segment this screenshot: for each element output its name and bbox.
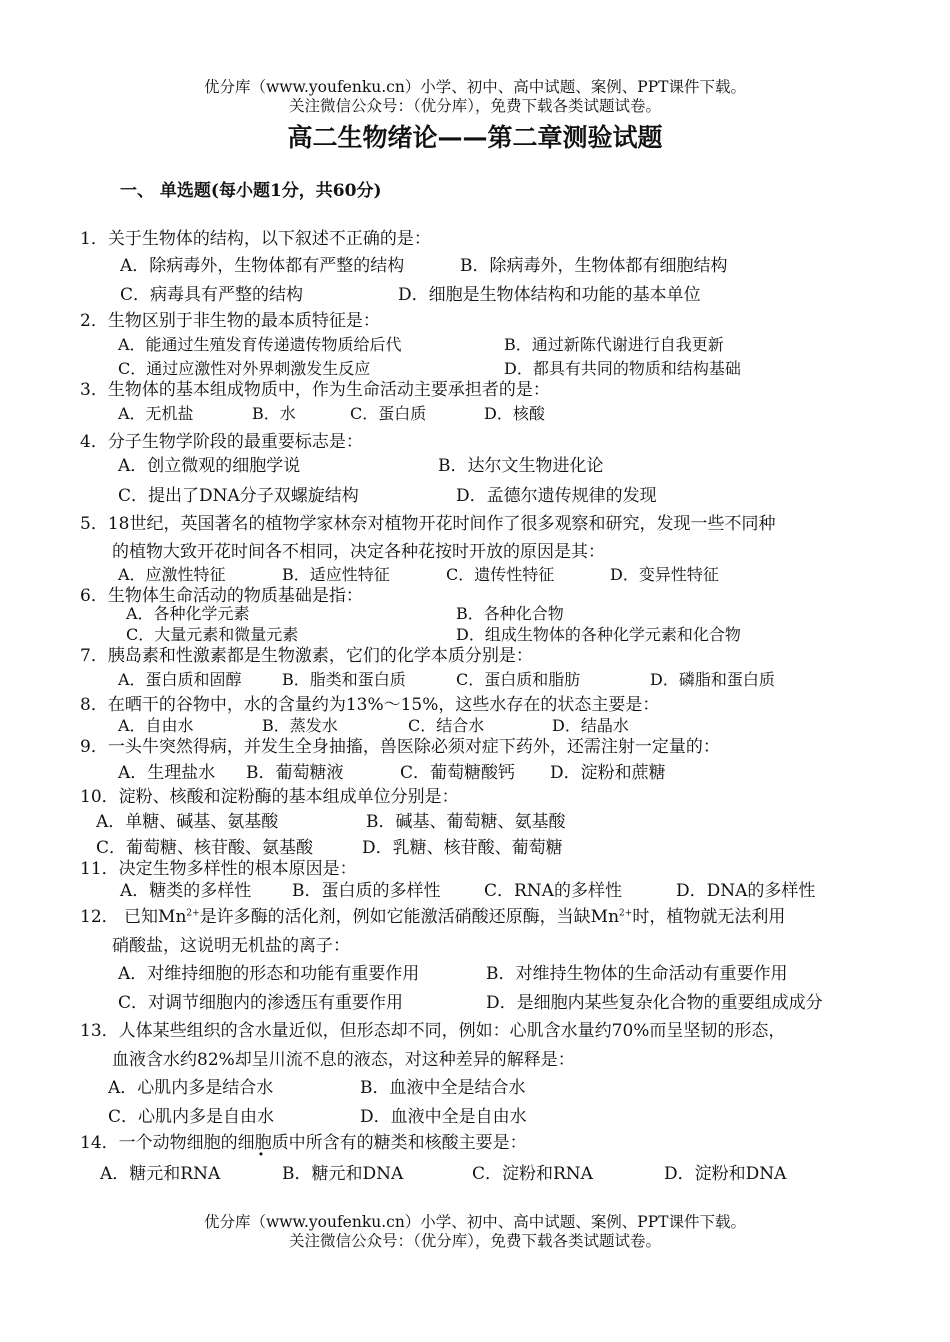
question-12-superscript-2: 2+ xyxy=(619,908,633,919)
question-5-option-b: B．适应性特征 xyxy=(282,565,390,584)
question-14-emphasized-term: 细胞质 xyxy=(237,1133,289,1153)
question-11-option-b: B．蛋白质的多样性 xyxy=(292,881,441,901)
question-12-stem-line-2: 硝酸盐，这说明无机盐的离子： xyxy=(112,936,350,956)
question-9-option-d: D．淀粉和蔗糖 xyxy=(550,763,666,783)
question-10-option-b: B．碱基、葡萄糖、氨基酸 xyxy=(366,812,566,832)
question-2-option-b: B．通过新陈代谢进行自我更新 xyxy=(504,335,724,354)
question-12-stem-line-1 xyxy=(80,902,785,927)
question-2-option-d: D．都具有共同的物质和结构基础 xyxy=(504,359,741,378)
question-6-option-b: B．各种化合物 xyxy=(456,604,564,623)
question-6-option-d: D．组成生物体的各种化学元素和化合物 xyxy=(456,625,741,644)
footer-line-2: 关注微信公众号：（优分库），免费下载各类试题试卷。 xyxy=(288,1232,661,1250)
question-5-option-a: A．应激性特征 xyxy=(118,565,226,584)
question-12-option-c: C．对调节细胞内的渗透压有重要作用 xyxy=(118,993,404,1013)
question-10-option-d: D．乳糖、核苷酸、葡萄糖 xyxy=(362,838,563,858)
question-3-option-b: B．水 xyxy=(252,404,296,423)
question-12-stem-part-2: 是许多酶的活化剂，例如它能激活硝酸还原酶，当缺Mn xyxy=(199,907,620,927)
question-6-stem: 6．生物体生命活动的物质基础是指： xyxy=(80,586,363,606)
question-5-option-c: C．遗传性特征 xyxy=(446,565,555,584)
question-14-stem-part-2: 中所含有的糖类和核酸主要是： xyxy=(288,1133,527,1153)
question-7-option-d: D．磷脂和蛋白质 xyxy=(650,670,775,689)
question-10-option-c: C．葡萄糖、核苷酸、氨基酸 xyxy=(96,838,314,858)
question-12-option-a: A．对维持细胞的形态和功能有重要作用 xyxy=(118,964,420,984)
question-3-stem: 3．生物体的基本组成物质中，作为生命活动主要承担者的是： xyxy=(80,380,550,400)
question-5-stem-line-1: 5．18世纪，英国著名的植物学家林奈对植物开花时间作了很多观察和研究，发现一些不同种 xyxy=(80,514,776,534)
question-3-option-d: D．核酸 xyxy=(484,404,545,423)
question-13-option-d: D．血液中全是自由水 xyxy=(360,1107,527,1127)
question-8-option-a: A．自由水 xyxy=(118,716,194,735)
question-13-option-b: B．血液中全是结合水 xyxy=(360,1078,526,1098)
question-12-option-d: D．是细胞内某些复杂化合物的重要组成成分 xyxy=(486,993,823,1013)
question-14-stem-part-1: 14．一个动物细胞的 xyxy=(80,1133,238,1153)
question-6-option-a: A．各种化学元素 xyxy=(126,604,250,623)
question-10-stem: 10．淀粉、核酸和淀粉酶的基本组成单位分别是： xyxy=(80,787,459,807)
question-3-option-c: C．蛋白质 xyxy=(350,404,427,423)
question-5-stem-line-2: 的植物大致开花时间各不相同，决定各种花按时开放的原因是其： xyxy=(112,542,605,562)
question-13-option-c: C．心肌内多是自由水 xyxy=(108,1107,275,1127)
question-2-stem: 2．生物区别于非生物的最本质特征是： xyxy=(80,311,380,331)
question-11-option-c: C．RNA的多样性 xyxy=(484,881,622,901)
question-9-option-b: B．葡萄糖液 xyxy=(246,763,344,783)
question-4-stem: 4．分子生物学阶段的最重要标志是： xyxy=(80,432,363,452)
question-6-option-c: C．大量元素和微量元素 xyxy=(126,625,299,644)
question-9-option-a: A．生理盐水 xyxy=(118,763,216,783)
question-2-option-a: A．能通过生殖发育传递遗传物质给后代 xyxy=(118,335,402,354)
question-5-option-d: D．变异性特征 xyxy=(610,565,719,584)
question-1-option-d: D．细胞是生物体结构和功能的基本单位 xyxy=(398,285,701,305)
question-9-stem: 9．一头牛突然得病，并发生全身抽搐，兽医除必须对症下药外，还需注射一定量的： xyxy=(80,737,720,757)
question-14-option-d: D．淀粉和DNA xyxy=(664,1164,787,1184)
section-heading: 一、 单选题(每小题1分，共60分) xyxy=(120,181,382,201)
question-14-option-b: B．糖元和DNA xyxy=(282,1164,404,1184)
question-1-option-c: C．病毒具有严整的结构 xyxy=(120,285,304,305)
page-title: 高二生物绪论——第二章测验试题 xyxy=(287,123,663,152)
header-line-1: 优分库（www.youfenku.cn）小学、初中、高中试题、案例、PPT课件下载。 xyxy=(203,78,747,96)
header-line-2: 关注微信公众号：（优分库），免费下载各类试题试卷。 xyxy=(288,97,661,115)
question-14-option-c: C．淀粉和RNA xyxy=(472,1164,593,1184)
question-8-option-b: B．蒸发水 xyxy=(262,716,338,735)
question-8-option-c: C．结合水 xyxy=(408,716,485,735)
question-10-option-a: A．单糖、碱基、氨基酸 xyxy=(96,812,279,832)
question-11-option-d: D．DNA的多样性 xyxy=(676,881,816,901)
question-11-stem: 11．决定生物多样性的根本原因是： xyxy=(80,859,357,879)
question-4-option-b: B．达尔文生物进化论 xyxy=(438,456,604,476)
question-2-option-c: C．通过应激性对外界刺激发生反应 xyxy=(118,359,371,378)
question-4-option-d: D．孟德尔遗传规律的发现 xyxy=(456,486,657,506)
footer-line-1: 优分库（www.youfenku.cn）小学、初中、高中试题、案例、PPT课件下载。 xyxy=(203,1213,747,1231)
question-12-option-b: B．对维持生物体的生命活动有重要作用 xyxy=(486,964,788,984)
question-3-option-a: A．无机盐 xyxy=(118,404,194,423)
question-1-option-b: B．除病毒外，生物体都有细胞结构 xyxy=(460,256,728,276)
question-9-option-c: C．葡萄糖酸钙 xyxy=(400,763,516,783)
question-12-superscript-1: 2+ xyxy=(186,908,200,919)
question-7-option-b: B．脂类和蛋白质 xyxy=(282,670,406,689)
question-8-option-d: D．结晶水 xyxy=(552,716,629,735)
question-1-stem: 1．关于生物体的结构，以下叙述不正确的是： xyxy=(80,229,431,249)
question-7-stem: 7．胰岛素和性激素都是生物激素，它们的化学本质分别是： xyxy=(80,646,533,666)
question-12-stem-part-1: 12． 已知Mn xyxy=(80,907,187,927)
question-8-stem: 8．在晒干的谷物中，水的含量约为13%～15%，这些水存在的状态主要是： xyxy=(80,695,660,715)
question-13-option-a: A．心肌内多是结合水 xyxy=(108,1078,274,1098)
question-4-option-a: A．创立微观的细胞学说 xyxy=(118,456,301,476)
question-13-stem-line-1: 13．人体某些组织的含水量近似，但形态却不同，例如：心肌含水量约70%而呈坚韧的形态， xyxy=(80,1021,786,1041)
question-7-option-a: A．蛋白质和固醇 xyxy=(118,670,242,689)
question-14-stem xyxy=(80,1128,527,1153)
question-13-stem-line-2: 血液含水约82%却呈川流不息的液态，对这种差异的解释是： xyxy=(112,1050,575,1070)
question-7-option-c: C．蛋白质和脂肪 xyxy=(456,670,581,689)
question-1-option-a: A．除病毒外，生物体都有严整的结构 xyxy=(120,256,405,276)
question-14-option-a: A．糖元和RNA xyxy=(100,1164,221,1184)
question-4-option-c: C．提出了DNA分子双螺旋结构 xyxy=(118,486,359,506)
question-11-option-a: A．糖类的多样性 xyxy=(120,881,252,901)
question-12-stem-part-3: 时，植物就无法利用 xyxy=(632,907,786,927)
